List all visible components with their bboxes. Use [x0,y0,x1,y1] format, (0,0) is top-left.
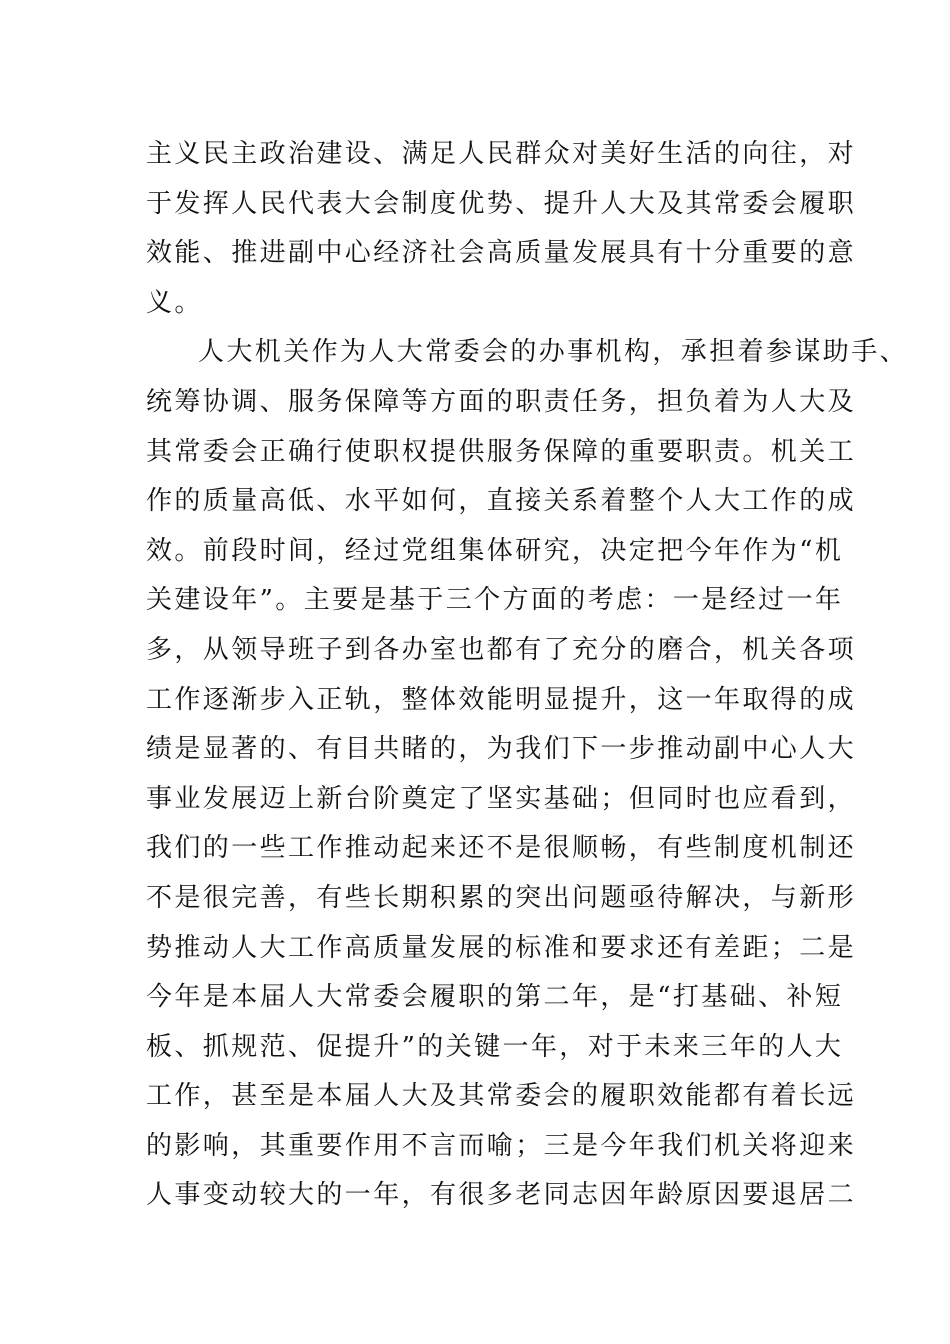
text-line: 多，从领导班子到各办室也都有了充分的磨合，机关各项 [146,634,857,665]
text-line: 今年是本届人大常委会履职的第二年，是“打基础、补短 [146,982,844,1013]
paragraph-first-line: 人大机关作为人大常委会的办事机构，承担着参谋助手、 [198,337,909,368]
text-line: 义。 [146,287,203,318]
text-line: 其常委会正确行使职权提供服务保障的重要职责。机关工 [146,436,857,467]
text-line: 于发挥人民代表大会制度优势、提升人大及其常委会履职 [146,188,857,219]
text-line: 势推动人大工作高质量发展的标准和要求还有差距；二是 [146,932,857,963]
body-text [146,130,909,1221]
text-line: 工作逐渐步入正轨，整体效能明显提升，这一年取得的成 [146,684,857,715]
text-line: 主义民主政治建设、满足人民群众对美好生活的向往，对 [146,139,857,169]
text-line: 作的质量高低、水平如何，直接关系着整个人大工作的成 [146,486,857,517]
text-line: 统筹协调、服务保障等方面的职责任务，担负着为人大及 [146,386,857,417]
text-line: 人事变动较大的一年，有很多老同志因年龄原因要退居二 [146,1180,857,1211]
text-line: 不是很完善，有些长期积累的突出问题亟待解决，与新形 [146,882,857,913]
text-line: 我们的一些工作推动起来还不是很顺畅，有些制度机制还 [146,833,857,864]
text-line: 效能、推进副中心经济社会高质量发展具有十分重要的意 [146,238,857,269]
text-line: 工作，甚至是本届人大及其常委会的履职效能都有着长远 [146,1081,857,1112]
text-line: 效。前段时间，经过党组集体研究，决定把今年作为“机 [146,535,844,566]
text-line: 绩是显著的、有目共睹的，为我们下一步推动副中心人大 [146,734,857,765]
text-line: 的影响，其重要作用不言而喻；三是今年我们机关将迎来 [146,1130,857,1161]
text-line: 板、抓规范、促提升”的关键一年，对于未来三年的人大 [146,1031,844,1062]
text-line: 关建设年”。主要是基于三个方面的考虑：一是经过一年 [146,585,844,616]
text-line: 事业发展迈上新台阶奠定了坚实基础；但同时也应看到， [146,783,857,814]
